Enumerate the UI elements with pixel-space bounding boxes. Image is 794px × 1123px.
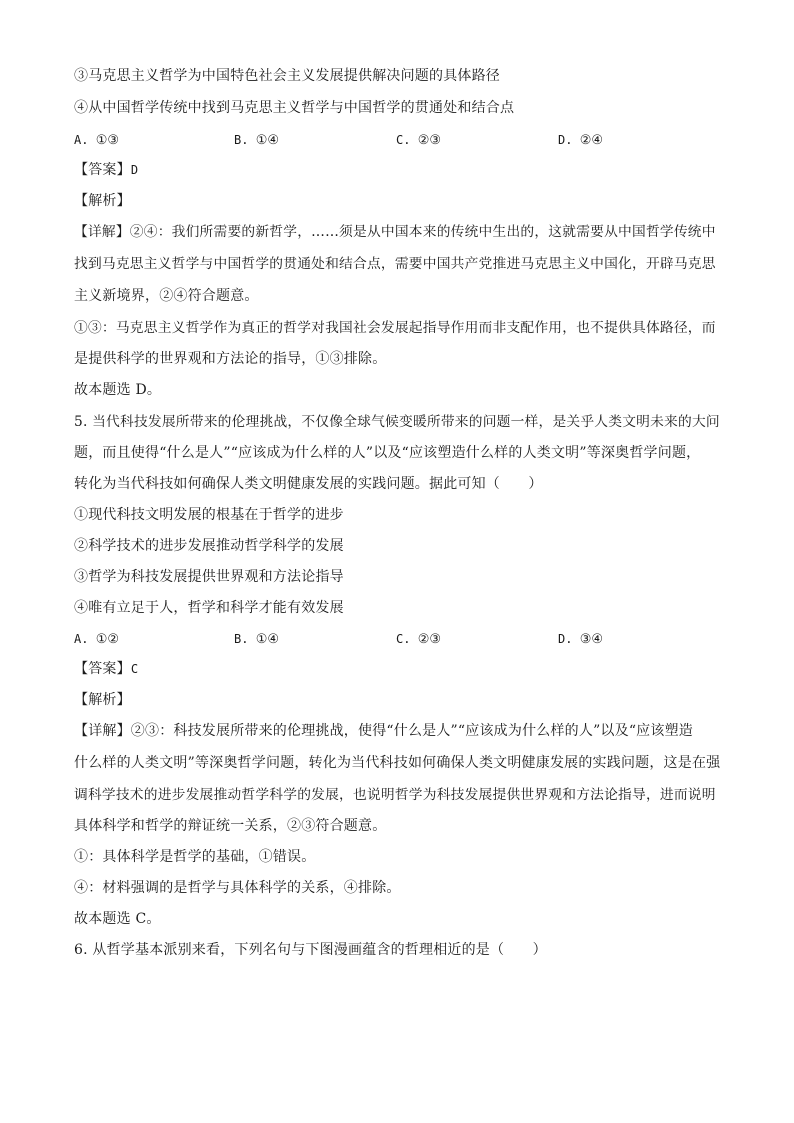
answer-value: C (130, 662, 139, 676)
option-c: C. ②③ (396, 632, 441, 647)
detail-line: 什么样的人类文明”等深奥哲学问题，转化为当代科技如何确保人类文明健康发展的实践问题，这是在强 (74, 755, 721, 771)
detail-line: ①：具体科学是哲学的基础，①错误。 (74, 849, 316, 865)
option-a: A. ①③ (74, 133, 119, 148)
statement-4: ④唯有立足于人，哲学和科学才能有效发展 (74, 600, 344, 616)
detail-line: 主义新境界，②④符合题意。 (74, 288, 259, 304)
option-b: B. ①④ (234, 632, 279, 647)
analysis-label: 【解析】 (74, 692, 131, 708)
statement-2: ②科学技术的进步发展推动哲学科学的发展 (74, 538, 344, 554)
statement-4: ④从中国哲学传统中找到马克思主义哲学与中国哲学的贯通处和结合点 (74, 100, 515, 116)
detail-line: 调科学技术的进步发展推动哲学科学的发展，也说明哲学为科技发展提供世界观和方法论指导，进而说明 (74, 787, 716, 803)
detail-line: 【详解】②③：科技发展所带来的伦理挑战，使得“什么是人”“应该成为什么样的人”以及“应该塑造 (74, 723, 693, 739)
question-6-stem: 6. 从哲学基本派别来看，下列名句与下图漫画蕴含的哲理相近的是（ ） (74, 942, 547, 958)
question-5-stem: 题，而且使得“什么是人”“应该成为什么样的人”以及“应该塑造什么样的人类文明”等深奥哲学问题， (74, 445, 701, 461)
detail-line: 是提供科学的世界观和方法论的指导，①③排除。 (74, 351, 387, 367)
conclusion-line: 故本题选 D。 (74, 382, 162, 398)
statement-1: ①现代科技文明发展的根基在于哲学的进步 (74, 507, 344, 523)
statement-3: ③哲学为科技发展提供世界观和方法论指导 (74, 569, 344, 585)
conclusion-line: 故本题选 C。 (74, 911, 161, 927)
option-c: C. ②③ (396, 133, 441, 148)
detail-line: ④：材料强调的是哲学与具体科学的关系，④排除。 (74, 880, 401, 896)
answer-line (74, 160, 724, 180)
option-d: D. ③④ (558, 632, 603, 647)
answer-label: 【答案】 (74, 162, 131, 178)
question-5-stem: 转化为当代科技如何确保人类文明健康发展的实践问题。据此可知（ ） (74, 476, 543, 492)
detail-line: 【详解】②④：我们所需要的新哲学，……须是从中国本来的传统中生出的，这就需要从中国哲学传统中 (74, 224, 716, 240)
answer-line (74, 659, 724, 679)
options-row (74, 629, 724, 649)
answer-label: 【答案】 (74, 661, 131, 677)
detail-line: 具体科学和哲学的辩证统一关系，②③符合题意。 (74, 818, 387, 834)
answer-value: D (130, 163, 139, 177)
detail-line: ①③：马克思主义哲学作为真正的哲学对我国社会发展起指导作用而非支配作用，也不提供具体路径，而 (74, 320, 716, 336)
statement-3: ③马克思主义哲学为中国特色社会主义发展提供解决问题的具体路径 (74, 68, 500, 84)
option-b: B. ①④ (234, 133, 279, 148)
option-a: A. ①② (74, 632, 119, 647)
options-row (74, 130, 724, 150)
detail-line: 找到马克思主义哲学与中国哲学的贯通处和结合点，需要中国共产党推进马克思主义中国化，开辟马克思 (74, 256, 716, 272)
option-d: D. ②④ (558, 133, 603, 148)
analysis-label: 【解析】 (74, 193, 131, 209)
question-5-stem: 5. 当代科技发展所带来的伦理挑战，不仅像全球气候变暖所带来的问题一样，是关乎人类文明未来的大问 (74, 414, 720, 430)
